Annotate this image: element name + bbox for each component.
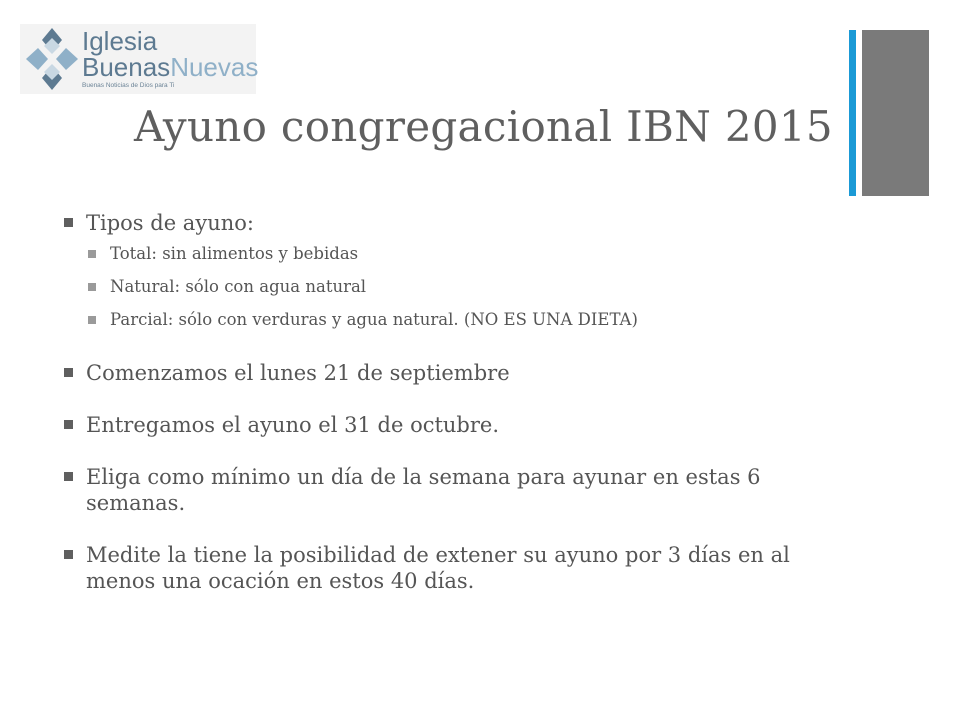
bullet-marker <box>64 368 73 377</box>
bullet-list <box>64 210 854 594</box>
bullet-marker <box>64 218 73 227</box>
sub-bullet-text: Parcial: sólo con verduras y agua natural. (NO ES UNA DIETA) <box>110 310 638 329</box>
bullet-marker <box>64 550 73 559</box>
accent-bar-gray <box>862 30 929 196</box>
sub-bullet-marker <box>88 250 96 258</box>
sub-bullet-marker <box>88 283 96 291</box>
sub-bullet-list <box>64 244 854 330</box>
bullet-item <box>64 542 854 594</box>
bullet-text: Comenzamos el lunes 21 de septiembre <box>86 361 510 385</box>
sub-bullet-marker <box>88 316 96 324</box>
bullet-marker <box>64 420 73 429</box>
logo-tagline: Buenas Noticias de Dios para Ti <box>82 82 175 89</box>
sub-bullet-item <box>88 310 854 330</box>
logo-text-buenas: Buenas <box>82 52 171 82</box>
slide-title: Ayuno congregacional IBN 2015 <box>134 102 833 151</box>
bullet-text: Tipos de ayuno: <box>86 211 254 235</box>
sub-bullet-text: Natural: sólo con agua natural <box>110 277 367 296</box>
sub-bullet-text: Total: sin alimentos y bebidas <box>110 244 359 263</box>
bullet-text: Medite la tiene la posibilidad de extener su ayuno por 3 días en al menos una ocación en estos 40 días. <box>86 543 790 593</box>
bullet-marker <box>64 472 73 481</box>
bullet-item <box>64 360 854 386</box>
bullet-item <box>64 210 854 330</box>
bullet-text: Entregamos el ayuno el 31 de octubre. <box>86 413 500 437</box>
bullet-item <box>64 464 854 516</box>
logo-text-nuevas: Nuevas <box>170 52 259 82</box>
accent-bar-blue <box>849 30 856 196</box>
sub-bullet-item <box>88 277 854 297</box>
cross-emblem-icon <box>22 26 82 92</box>
church-logo <box>20 24 259 94</box>
bullet-text: Eliga como mínimo un día de la semana para ayunar en estas 6 semanas. <box>86 465 761 515</box>
bullet-item <box>64 412 854 438</box>
logo-text-buenasnuevas <box>82 54 258 80</box>
sub-bullet-item <box>88 244 854 264</box>
logo-text-iglesia: Iglesia <box>82 26 158 56</box>
